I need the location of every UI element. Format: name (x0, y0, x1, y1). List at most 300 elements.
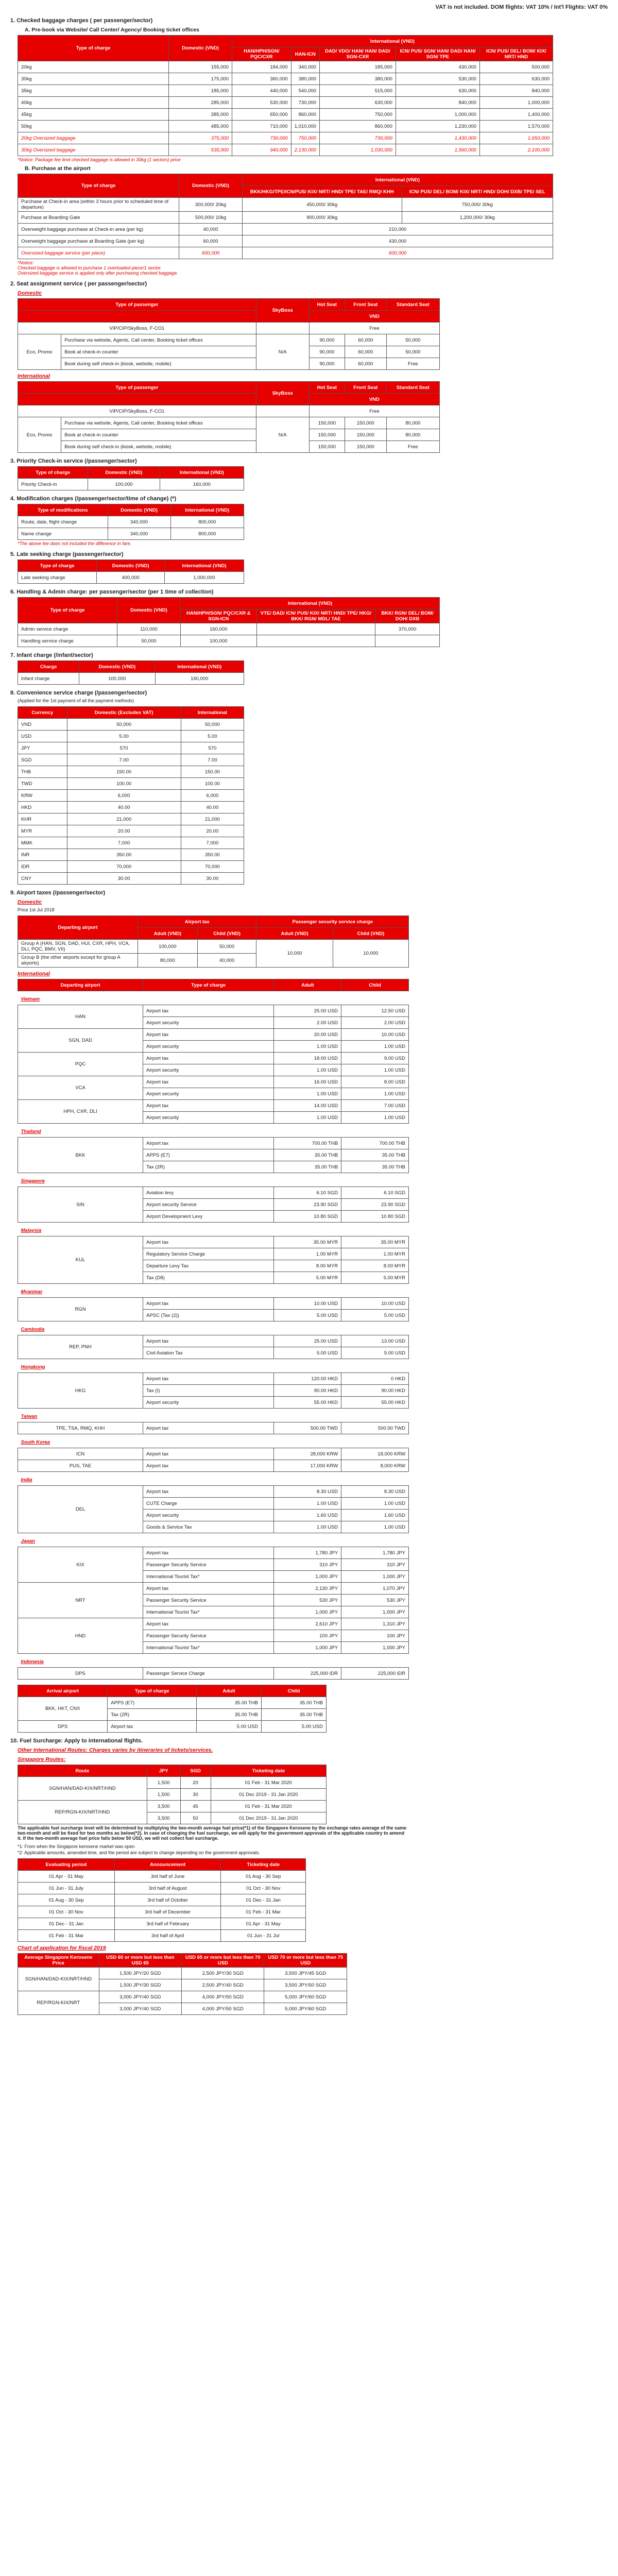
table-cell: Purchase via website, Agents, Call center, Booking ticket offices (61, 334, 256, 346)
table-cell: 700.00 THB (341, 1138, 409, 1149)
col-header: USD 65 or more but less than 70 USD (182, 1954, 264, 1968)
table-row (18, 1777, 327, 1789)
airport-code: VCA (18, 1076, 143, 1100)
table-cell: 3rd half of August (115, 1883, 221, 1894)
sec5-title: 5. Late seeking charge (passenger/sector) (10, 551, 124, 557)
col-header: Type of charge (18, 598, 117, 623)
airport-code: PUS, TAE (18, 1460, 143, 1472)
col-header: ICN/ PUS/ SGN/ HAN/ DAD/ HAN/ SGN/ TPE (396, 47, 479, 61)
table-cell: Book during self check-in (kiosk, website, mobile) (61, 441, 256, 453)
airport-code: SIN (18, 1187, 143, 1223)
table-cell: 530,000 (232, 97, 291, 109)
table-row (18, 1859, 306, 1871)
table-cell: 1.60 USD (341, 1510, 409, 1521)
col-header: Ticketing date (221, 1859, 306, 1871)
table-row (18, 85, 553, 97)
table-cell: 5.00 USD (197, 1721, 262, 1733)
table-cell: 100 JPY (341, 1630, 409, 1642)
table-cell: 1,000,000 (165, 572, 244, 584)
table-cell: HKD (18, 802, 67, 814)
table-cell: 225,000 IDR (341, 1668, 409, 1680)
table-body (18, 405, 440, 453)
sec4-title: 4. Modification charges (/passenger/sector/time of change) (*) (10, 496, 177, 502)
sec9-dom-label: Domestic (18, 899, 42, 905)
table-cell: 3,000 JPY/40 SGD (99, 2003, 181, 2015)
table-cell: 400,000 (97, 572, 165, 584)
table-cell: 3rd half of February (115, 1918, 221, 1930)
table-cell: Free (309, 323, 439, 334)
seat-int-table (18, 381, 440, 453)
table-cell: 2,130 JPY (274, 1583, 341, 1595)
airport-code: HKG (18, 1373, 143, 1409)
table-cell (256, 623, 375, 635)
table-cell: 5,000 JPY/60 SGD (264, 2003, 347, 2015)
table-cell: 1.00 USD (341, 1112, 409, 1124)
table-cell: 185,000 (319, 61, 396, 73)
table-cell: N/A (256, 334, 309, 370)
table-cell: 175,000 (169, 73, 232, 85)
table-row (18, 873, 244, 885)
table-cell: 1.00 USD (341, 1041, 409, 1053)
table-cell: 1.00 USD (274, 1521, 341, 1533)
col-header: Average Singapore Kerosene Price (18, 1954, 99, 1968)
table-cell: 750,000 (291, 132, 319, 144)
table-cell: 2,130,000 (291, 144, 319, 156)
col-header: Ticketing date (211, 1765, 326, 1777)
vat-note: VAT is not included. DOM flights: VAT 10% / Int'l Flights: VAT 0% (435, 4, 608, 10)
table-cell: 120.00 HKD (274, 1373, 341, 1385)
table-row (18, 323, 440, 334)
table-row (18, 802, 244, 814)
table-cell: THB (18, 766, 67, 778)
table-cell: 60,000 (345, 358, 386, 370)
table-cell: Airport security (143, 1064, 274, 1076)
fees-page (10, 0, 608, 2015)
table-cell: 1,500 (147, 1789, 180, 1801)
table-cell: 01 Jun - 31 July (18, 1883, 115, 1894)
airport-code: ICN (18, 1448, 143, 1460)
table-row (18, 109, 553, 121)
table-cell: Airport security (143, 1088, 274, 1100)
table-cell: Free (386, 358, 439, 370)
table-cell: 485,000 (169, 121, 232, 132)
table-cell: Airport tax (143, 1486, 274, 1498)
table-cell: 3,500 (147, 1801, 180, 1812)
table-cell: 50,000 (181, 719, 244, 731)
table-cell: 1,000,000 (479, 97, 553, 109)
table-cell: 90,000 (309, 346, 345, 358)
table-cell: 600,000 (179, 247, 243, 259)
table-row (18, 212, 553, 224)
table-cell: 600,000 (243, 247, 553, 259)
table-cell: 1,200,000/ 30kg (402, 212, 553, 224)
table-row (18, 1373, 409, 1385)
sec1b-note2: Checked baggage is allowed to purchase 1 overloaded piece/1 sector. (18, 265, 162, 270)
table-cell: 7.00 USD (341, 1100, 409, 1112)
table-row (18, 1434, 409, 1448)
table-cell: Airport tax (143, 1618, 274, 1630)
table-cell: 184,000 (232, 61, 291, 73)
table-cell: 1.60 USD (274, 1510, 341, 1521)
table-cell: 1,000 JPY (274, 1642, 341, 1654)
table-cell: Aviation levy (143, 1187, 274, 1199)
airport-code: DEL (18, 1486, 143, 1533)
table-cell: Airport tax (143, 1335, 274, 1347)
table-cell: 8.30 USD (341, 1486, 409, 1498)
table-row (18, 97, 553, 109)
table-cell: 30.00 (67, 873, 181, 885)
table-cell: 10.00 USD (341, 1298, 409, 1310)
table-row (18, 1448, 409, 1460)
table-cell (256, 405, 309, 417)
table-row (18, 247, 553, 259)
table-cell: MMK (18, 837, 67, 849)
table-row (18, 405, 440, 417)
sec3-title: 3. Priority Check-in service (/passenger/sector) (10, 458, 137, 464)
table-row (18, 837, 244, 849)
table-cell: 3,500 JPY/45 SGD (264, 1968, 347, 1979)
checked-baggage-table (18, 35, 553, 156)
table-row (18, 1460, 409, 1472)
table-cell: 150.00 (181, 766, 244, 778)
table-cell: SGD (18, 754, 67, 766)
table-cell: BKK, HKT, CNX (18, 1697, 108, 1721)
col-header: Domestic (VND) (88, 467, 160, 479)
col-header: Child (341, 979, 409, 991)
col-header: Route (18, 1765, 147, 1777)
table-cell: 5.00 USD (341, 1347, 409, 1359)
sec10-chart-label: Chart of application for fiscal 2019 (18, 1945, 106, 1951)
table-cell: 385,000 (169, 109, 232, 121)
table-cell: 6,000 (67, 790, 181, 802)
country-label: Singapore (21, 1178, 45, 1184)
table-cell: 3rd half of October (115, 1894, 221, 1906)
col-header: Child (VND) (197, 928, 256, 940)
sec8-note: (Applied for the 1st payment of all the payment methods) (18, 698, 134, 703)
table-row (18, 1486, 409, 1498)
col-header: Child (261, 1685, 326, 1697)
table-cell: 730,000 (232, 132, 291, 144)
table-row (18, 224, 553, 235)
table-cell: TWD (18, 778, 67, 790)
table-cell: 340,000 (291, 61, 319, 73)
table-row (18, 441, 440, 453)
table-row (18, 1801, 327, 1812)
table-cell: Group A (HAN, SGN, DAD, HUI, CXR, HPH, VCA, DLI, PQC, BMV, VII) (18, 940, 138, 954)
table-cell: 5.00 USD (261, 1721, 326, 1733)
col-header: Evaluating period (18, 1859, 115, 1871)
table-cell: 18.00 USD (274, 1053, 341, 1064)
table-cell: 01 Feb - 31 Mar 2020 (211, 1801, 326, 1812)
table-row (18, 1076, 409, 1088)
table-cell: INR (18, 849, 67, 861)
country-label: Vietnam (21, 996, 40, 1002)
table-body (18, 198, 553, 259)
col-header: Adult (VND) (138, 928, 198, 940)
table-row (18, 1533, 409, 1547)
col-header: Type of charge (143, 979, 274, 991)
table-cell: CUTE Charge (143, 1498, 274, 1510)
country-label: Myanmar (21, 1289, 43, 1295)
col-header: Type of charge (18, 36, 169, 61)
table-cell: 1,000 JPY (341, 1642, 409, 1654)
table-cell: 1,500 (147, 1777, 180, 1789)
table-cell: 01 Dec - 31 Jan (18, 1918, 115, 1930)
table-cell: 100,000 (79, 673, 156, 685)
country-label: Thailand (21, 1128, 41, 1134)
table-cell: 9.00 USD (341, 1053, 409, 1064)
table-cell: Route, date, flight change (18, 516, 108, 528)
sec1-subA: A. Pre-book via Website/ Call Center/ Agency/ Booking ticket offices (25, 27, 199, 33)
table-cell: 40kg (18, 97, 169, 109)
col-header: HAN/HPH/SGN/ PQC/CXR & SGN-ICN (181, 609, 257, 623)
table-row (18, 1583, 409, 1595)
table-cell: 160,000 (155, 673, 244, 685)
table-cell: 35.00 THB (341, 1149, 409, 1161)
country-label: Taiwan (21, 1413, 38, 1419)
table-cell: 7,000 (181, 837, 244, 849)
table-cell: 35.00 MYR (274, 1236, 341, 1248)
table-cell: SGN/HAN/DAD-KIX/NRT/HND (18, 1968, 99, 1991)
col-header: Adult (274, 979, 341, 991)
table-cell: Passenger Security Service (143, 1630, 274, 1642)
table-cell: 4,000 JPY/50 SGD (182, 1991, 264, 2003)
table-cell (256, 323, 309, 334)
table-row (18, 673, 244, 685)
col-header: Standard Seat (386, 382, 439, 394)
col-header: Departing airport (18, 979, 143, 991)
table-cell: 150,000 (309, 429, 345, 441)
table-cell: 01 Jun - 31 Jul (221, 1930, 306, 1942)
table-cell: 730,000 (291, 97, 319, 109)
airport-tax-dom-table (18, 916, 409, 968)
table-body (18, 940, 409, 968)
fuel-surcharge-table (18, 1765, 327, 1824)
table-row (18, 1697, 327, 1709)
col-header: USD 60 or more but less than USD 65 (99, 1954, 181, 1968)
table-cell: 155,000 (169, 61, 232, 73)
table-cell (375, 635, 440, 647)
col-header: Child (VND) (333, 928, 408, 940)
col-header: HAN-ICN (291, 47, 319, 61)
table-cell: 530 JPY (341, 1595, 409, 1606)
table-cell: 60,000 (345, 334, 386, 346)
table-cell: 01 Aug - 30 Sep (221, 1871, 306, 1883)
table-cell: Airport tax (143, 1053, 274, 1064)
table-row (18, 849, 244, 861)
col-header: International (VND) (243, 174, 553, 186)
table-cell: 0 HKD (341, 1373, 409, 1385)
table-row (18, 1991, 347, 2003)
table-row (18, 1100, 409, 1112)
table-cell: 1.00 USD (274, 1064, 341, 1076)
table-cell: 430,000 (396, 61, 479, 73)
table-row (18, 504, 244, 516)
table-cell: 500,000/ 10kg (179, 212, 243, 224)
table-cell: Airport tax (143, 1298, 274, 1310)
table-cell: 380,000 (319, 73, 396, 85)
table-cell: 500,000 (479, 61, 553, 73)
table-cell: Purchase at Check-in area (within 3 hours prior to scheduled time of departure) (18, 198, 179, 212)
table-cell: 1,000,000 (396, 109, 479, 121)
table-row (18, 1298, 409, 1310)
table-cell: 310 JPY (274, 1559, 341, 1571)
table-cell: 430,000 (243, 235, 553, 247)
table-cell: Priority Check-in (18, 479, 88, 490)
sec1-title: 1. Checked baggage charges ( per passenger/sector) (10, 18, 153, 24)
table-cell: Airport Development Levy (143, 1211, 274, 1223)
sec2-int-label: International (18, 373, 50, 379)
table-cell: 100,000 (138, 940, 198, 954)
table-cell: 860,000 (319, 121, 396, 132)
col-header: Departing airport (18, 916, 138, 940)
table-cell: 2,610 JPY (274, 1618, 341, 1630)
table-cell: Airport security Service (143, 1199, 274, 1211)
table-cell: KHR (18, 814, 67, 825)
sec10-sub2: Singapore Routes: (18, 1756, 66, 1762)
table-cell: SGN/HAN/DAD-KIX/NRT/HND (18, 1777, 147, 1801)
table-cell: 700.00 THB (274, 1138, 341, 1149)
table-cell: Free (386, 441, 439, 453)
table-cell: 01 Dec 2019 - 31 Jan 2020 (211, 1789, 326, 1801)
table-cell: 1.00 MYR (274, 1248, 341, 1260)
table-cell: 2,500 JPY/30 SGD (182, 1968, 264, 1979)
table-row (18, 1053, 409, 1064)
table-row (18, 1547, 409, 1559)
table-cell: 55.00 HKD (341, 1397, 409, 1409)
col-header: Passenger security service charge (256, 916, 409, 928)
table-cell: Eco, Promo (18, 334, 61, 370)
col-header: ICN/ PUS/ DEL/ BOM/ KIX/ NRT/ HND/ DOH/ DXB/ TPE/ SEL (402, 186, 553, 198)
table-cell: 01 Apr - 31 May (221, 1918, 306, 1930)
col-header: Front Seat (345, 299, 386, 311)
table-cell: 5.00 (67, 731, 181, 742)
table-cell: International Tourist Tax* (143, 1642, 274, 1654)
table-cell: Eco, Promo (18, 417, 61, 453)
table-cell: 3rd half of December (115, 1906, 221, 1918)
table-cell: REP/RGN-KIX/NRT (18, 1991, 99, 2015)
table-cell: 35.00 THB (261, 1697, 326, 1709)
col-header: Hot Seat (309, 299, 345, 311)
table-cell: 10.80 SGD (341, 1211, 409, 1223)
airport-code: BKK (18, 1138, 143, 1173)
col-header: International (VND) (232, 36, 553, 47)
table-cell: 800,000 (170, 528, 244, 540)
table-cell: Book at check-in counter (61, 346, 256, 358)
col-header: HAN/HPH/SGN/ PQC/CXR (232, 47, 291, 61)
table-cell: 100.00 (67, 778, 181, 790)
table-cell: Passenger Security Service (143, 1559, 274, 1571)
table-cell: Overweight baggage purchase at Boarding Gate (per kg) (18, 235, 179, 247)
table-cell: 440,000 (232, 85, 291, 97)
airport-code: PQC (18, 1053, 143, 1076)
table-cell: Airport tax (143, 1373, 274, 1385)
col-header: Type of charge (18, 560, 97, 572)
table-cell: 01 Feb - 31 Mar 2020 (211, 1777, 326, 1789)
table-cell: 25.00 USD (274, 1335, 341, 1347)
table-row (18, 1138, 409, 1149)
table-cell: Airport security (143, 1041, 274, 1053)
table-cell: 100 JPY (274, 1630, 341, 1642)
table-row (18, 467, 244, 479)
table-cell: 50,000 (197, 940, 256, 954)
table-cell: 300,000/ 20kg (179, 198, 243, 212)
table-row (18, 1906, 306, 1918)
col-header: Domestic (Excludes VAT) (67, 707, 181, 719)
table-cell: JPY (18, 742, 67, 754)
col-header: ICN/ PUS/ DEL/ BOM/ KIX/ NRT/ HND (479, 47, 553, 61)
table-row (18, 346, 440, 358)
table-row (18, 1173, 409, 1187)
table-row (18, 73, 553, 85)
sec2-title: 2. Seat assignment service ( per passenger/sector) (10, 281, 147, 287)
table-cell: 3,500 (147, 1812, 180, 1824)
table-row (18, 742, 244, 754)
table-row (18, 334, 440, 346)
table-row (18, 1236, 409, 1248)
table-cell: Overweight baggage purchase at Check-in area (per kg) (18, 224, 179, 235)
table-row (18, 1930, 306, 1942)
table-cell: International Tourist Tax* (143, 1571, 274, 1583)
table-cell: 40,000 (179, 224, 243, 235)
table-cell: 100,000 (181, 635, 257, 647)
table-cell: 90.00 HKD (274, 1385, 341, 1397)
table-cell: 20kg Oversized baggage (18, 132, 169, 144)
table-row (18, 635, 440, 647)
table-cell: 30kg (18, 73, 169, 85)
table-cell: 630,000 (396, 85, 479, 97)
table-cell: 160,000 (160, 479, 244, 490)
table-cell: 160,000 (181, 623, 257, 635)
col-header: Front Seat (345, 382, 386, 394)
table-cell: 1,000 JPY (274, 1571, 341, 1583)
table-cell: 840,000 (479, 85, 553, 97)
table-cell: 5,000 JPY/60 SGD (264, 1991, 347, 2003)
table-row (18, 358, 440, 370)
table-row (18, 1223, 409, 1236)
table-cell: 5.00 USD (274, 1310, 341, 1321)
sec10-n1: *1: From when the Singapore kerosene market was open (18, 1844, 135, 1849)
col-header: Type of charge (18, 467, 88, 479)
sec9-int-label: International (18, 971, 50, 977)
table-cell: 50,000 (386, 334, 439, 346)
table-cell: 8.30 USD (274, 1486, 341, 1498)
table-cell: 30 (180, 1789, 211, 1801)
table-cell: 8.00 MYR (274, 1260, 341, 1272)
table-cell: 30.00 (181, 873, 244, 885)
table-cell: 01 Oct - 30 Nov (18, 1906, 115, 1918)
table-cell: Departure Levy Tax (143, 1260, 274, 1272)
country-label: Hongkong (21, 1364, 45, 1370)
unit-header: VND (309, 311, 439, 323)
table-row (18, 1871, 306, 1883)
table-cell: 2,500 JPY/40 SGD (182, 1979, 264, 1991)
table-cell: 5.00 (181, 731, 244, 742)
spacer-header (18, 311, 256, 323)
airport-code: NRT (18, 1583, 143, 1618)
table-cell: 750,000 (319, 109, 396, 121)
table-row (18, 132, 553, 144)
table-body (18, 623, 440, 647)
col-header: International (VND) (181, 598, 440, 609)
table-row (18, 1685, 327, 1697)
table-cell: 17,000 KRW (274, 1460, 341, 1472)
table-cell: 150,000 (345, 441, 386, 453)
unit-header: VND (309, 394, 439, 405)
table-cell: 5.00 USD (274, 1347, 341, 1359)
table-cell: Airport tax (143, 1460, 274, 1472)
table-cell: 01 Dec - 31 Jan (221, 1894, 306, 1906)
